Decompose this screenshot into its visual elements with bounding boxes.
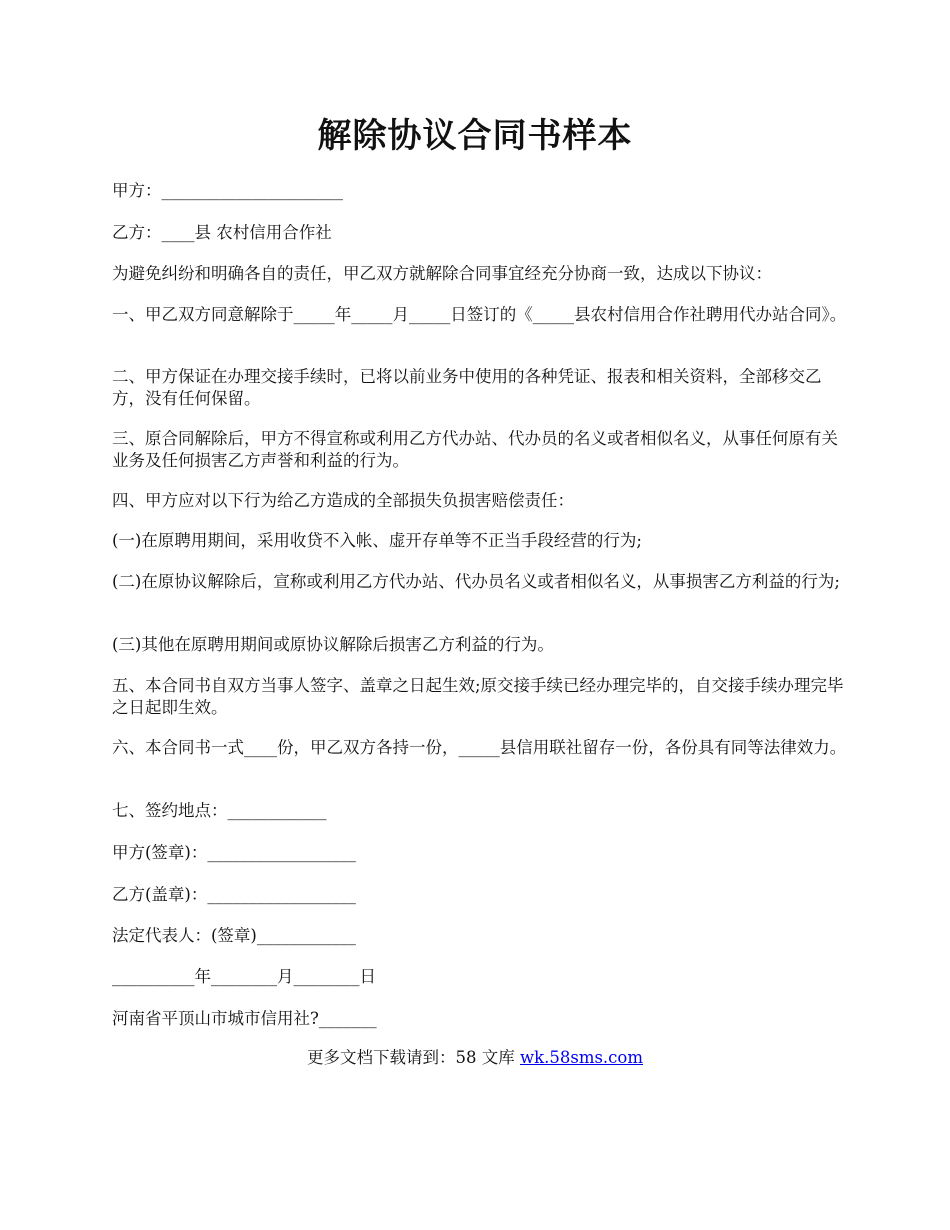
clause-4: 四、甲方应对以下行为给乙方造成的全部损失负损害赔偿责任： (112, 491, 574, 510)
party-b-seal: 乙方(盖章)：__________________ (112, 885, 356, 904)
clause-4-item-1: (一)在原聘用期间，采用收贷不入帐、虚开存单等不正当手段经营的行为; (112, 531, 642, 550)
clause-7-location: 七、签约地点：____________ (112, 801, 327, 820)
clause-3: 三、原合同解除后，甲方不得宣称或利用乙方代办站、代办员的名义或者相似名义，从事任何原有关业务及任何损害乙方声誉和利益的行为。 (112, 429, 838, 470)
clause-1: 一、甲乙双方同意解除于_____年_____月_____日签订的《_____县农村信用合作社聘用代办站合同》。 (112, 305, 847, 324)
legal-representative: 法定代表人：(签章)____________ (112, 926, 356, 945)
footer (0, 1046, 950, 1070)
clause-5: 五、本合同书自双方当事人签字、盖章之日起生效;原交接手续已经办理完毕的，自交接手续办理完毕之日起即生效。 (112, 676, 844, 717)
clause-4-item-3: (三)其他在原聘用期间或原协议解除后损害乙方利益的行为。 (112, 635, 554, 654)
party-b-line: 乙方：____县 农村信用合作社 (112, 223, 332, 242)
date-line: __________年________月________日 (112, 967, 376, 986)
clause-4-item-2: (二)在原协议解除后，宣称或利用乙方代办站、代办员名义或者相似名义，从事损害乙方利益的行为; (112, 572, 840, 591)
document-title: 解除协议合同书样本 (317, 116, 633, 156)
party-a-line: 甲方：______________________ (112, 181, 343, 200)
footer-link[interactable]: wk.58sms.com (519, 1048, 643, 1067)
clause-6: 六、本合同书一式____份，甲乙双方各持一份，_____县信用联社留存一份，各份具有同等法律效力。 (112, 738, 847, 757)
issuer-line: 河南省平顶山市城市信用社?_______ (112, 1009, 377, 1028)
preamble: 为避免纠纷和明确各自的责任，甲乙双方就解除合同事宜经充分协商一致，达成以下协议： (112, 264, 772, 283)
footer-text: 更多文档下载请到：58 文库 (306, 1048, 520, 1067)
party-a-signature: 甲方(签章)：__________________ (112, 843, 356, 862)
clause-2: 二、甲方保证在办理交接手续时，已将以前业务中使用的各种凭证、报表和相关资料，全部移交乙方，没有任何保留。 (112, 367, 822, 408)
